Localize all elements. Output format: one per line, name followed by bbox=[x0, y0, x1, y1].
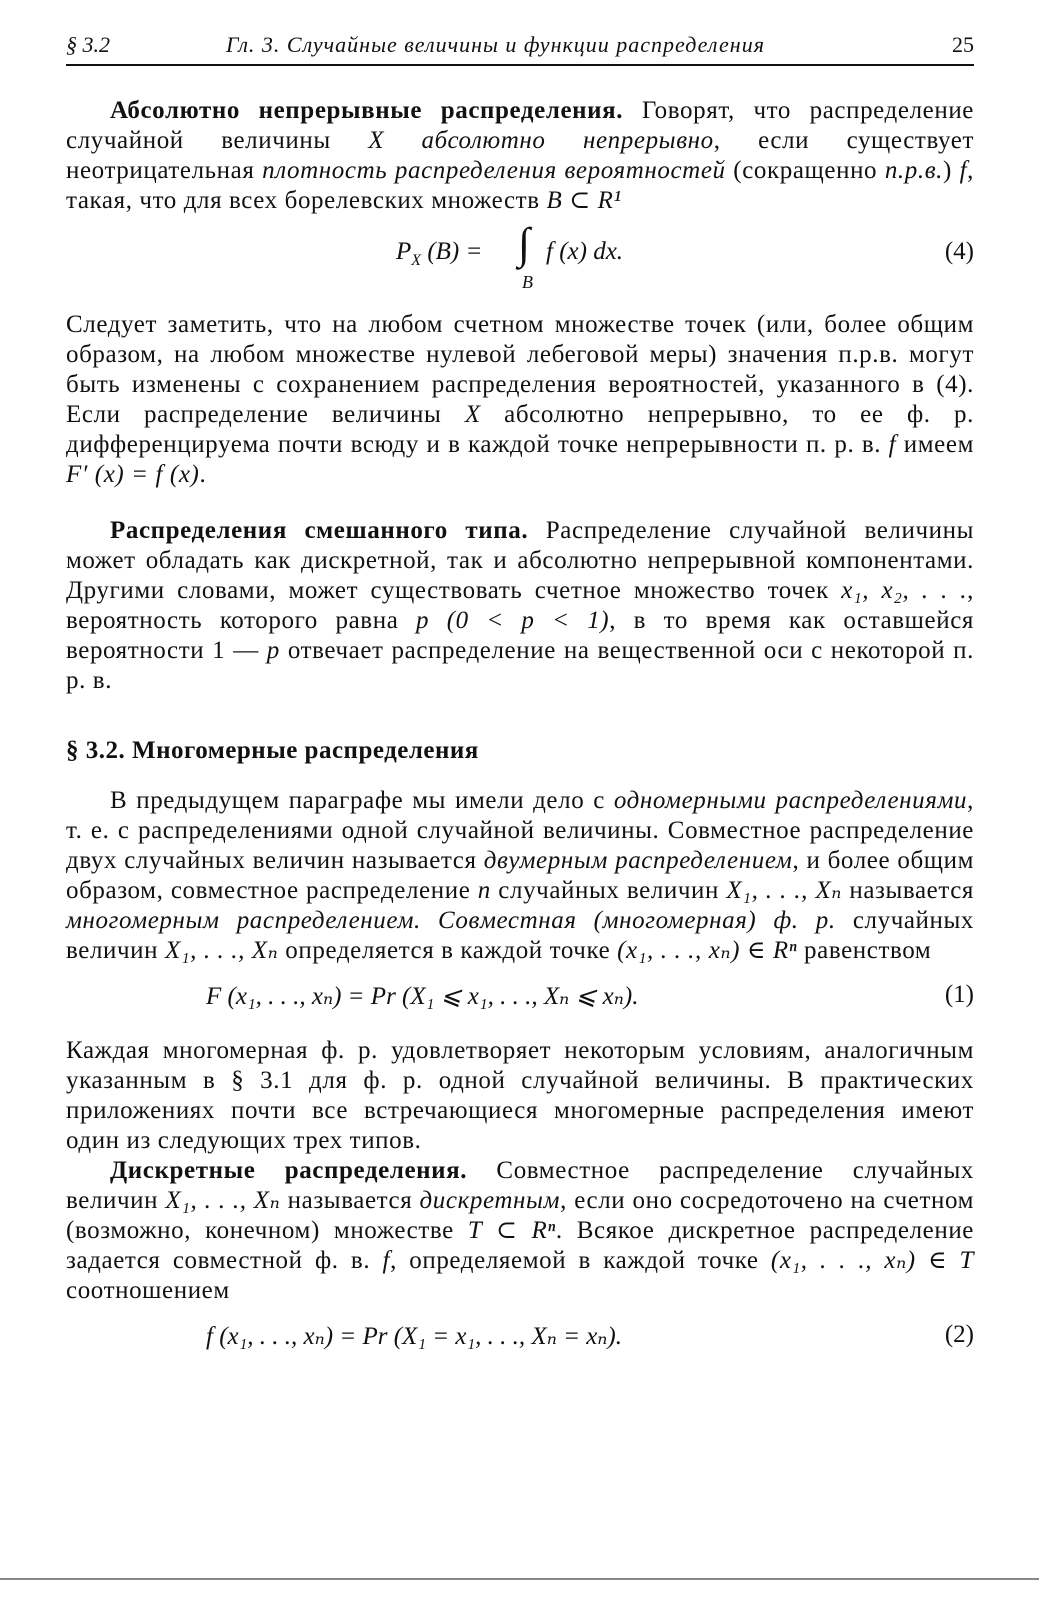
text: равенством bbox=[797, 937, 932, 964]
text: . Всякое дискретное распределение задается совместной ф. в. bbox=[66, 1217, 974, 1274]
formula-inline: X₁, . . ., Xₙ bbox=[165, 937, 279, 964]
formula-inline: T ⊂ Rⁿ bbox=[467, 1217, 556, 1244]
symbol: f bbox=[888, 431, 897, 458]
paragraph-absolutely-continuous bbox=[66, 96, 974, 216]
equation-label: (4) bbox=[944, 238, 974, 265]
equation-2 bbox=[66, 1306, 974, 1368]
text: . bbox=[199, 461, 207, 488]
text: В предыдущем параграфе мы имели дело с bbox=[110, 787, 614, 814]
text: , т. е. с распределениями одной случайной величины. Совместное распределение двух случайных величин называется bbox=[66, 787, 974, 874]
symbol: n bbox=[477, 877, 491, 904]
equation-4 bbox=[66, 216, 974, 302]
symbol: f bbox=[959, 157, 968, 184]
header-section: § 3.2 bbox=[66, 32, 110, 57]
run-in-heading: Распределения смешанного типа. bbox=[110, 517, 529, 544]
text: , в то время как оставшейся вероятности 1 — bbox=[66, 607, 974, 664]
paragraph-properties bbox=[66, 1036, 974, 1156]
term: двумерным распределением bbox=[483, 847, 793, 874]
eq-formula: f (x₁, . . ., xₙ) = Pr (X₁ = x₁, . . ., Xₙ = xₙ). bbox=[206, 1323, 623, 1350]
formula-inline: (x₁, . . ., xₙ) ∈ T bbox=[770, 1247, 974, 1274]
eq-lhs-sub: X bbox=[411, 252, 422, 269]
page-number: 25 bbox=[952, 32, 974, 57]
paragraph-density-remark bbox=[66, 310, 974, 490]
formula-inline: p (0 < p < 1) bbox=[416, 607, 610, 634]
text: соотношением bbox=[66, 1277, 230, 1304]
term: плотность распределения вероятностей bbox=[262, 157, 726, 184]
symbol: p bbox=[266, 637, 280, 664]
symbol: X bbox=[464, 401, 481, 428]
formula-inline: X₁, . . ., Xₙ bbox=[165, 1187, 281, 1214]
text: отвечает распределение на вещественной оси с некоторой п. р. в. bbox=[66, 637, 974, 694]
term: дискретным bbox=[419, 1187, 561, 1214]
integral-icon: ∫ bbox=[518, 219, 531, 268]
text: случайных величин bbox=[490, 877, 727, 904]
run-in-heading: Дискретные распределения. bbox=[110, 1157, 468, 1184]
text: ) bbox=[943, 157, 960, 184]
book-page bbox=[66, 28, 974, 1368]
paragraph-discrete bbox=[66, 1156, 974, 1306]
formula-inline: (x₁, . . ., xₙ) ∈ Rⁿ bbox=[617, 937, 798, 964]
term: одномерными распределениями bbox=[613, 787, 968, 814]
equation-label: (2) bbox=[944, 1321, 974, 1348]
equation-label: (1) bbox=[944, 981, 974, 1008]
scan-edge-line bbox=[0, 1578, 1039, 1580]
text: Говорят, что распределение случайной величины bbox=[66, 97, 974, 154]
header-chapter-title: Гл. 3. Случайные величины и функции распределения bbox=[226, 32, 765, 57]
paragraph-mixed-type bbox=[66, 516, 974, 696]
symbol: B ⊂ R¹ bbox=[546, 187, 622, 214]
formula-inline: x₁, x₂, . . . bbox=[841, 577, 968, 604]
run-in-heading: Абсолютно непрерывные распределения. bbox=[110, 97, 624, 124]
text: Следует заметить, что на любом счетном множестве точек (или, более общим образом, на любом множестве нулевой лебеговой меры) значения п.р.в. могут быть изменены с сохранением распределения вероятностей, указанного в (4). Если распределение величины bbox=[66, 311, 974, 428]
text: , определяемой в каждой точке bbox=[390, 1247, 771, 1274]
text: Распределение случайной величины может обладать как дискретной, так и абсолютно непрерывной компонентами. Другими словами, может существовать счетное множество точек bbox=[66, 517, 974, 604]
integral-domain: B bbox=[522, 272, 533, 292]
formula-inline: F′ (x) = f (x) bbox=[66, 461, 200, 488]
text: имеем bbox=[896, 431, 974, 458]
running-head bbox=[66, 28, 974, 66]
text: , если оно сосредоточено на счетном (возможно, конечном) множестве bbox=[66, 1187, 974, 1244]
text: абсолютно непрерывно, то ее ф. р. дифференцируема почти всюду и в каждой точке непрерывности п. р. в. bbox=[66, 401, 974, 458]
eq-lhs-rest: (B) = bbox=[421, 238, 483, 265]
term: многомерным распределением. Совместная (многомерная) ф. р. bbox=[66, 907, 836, 934]
formula-inline: X₁, . . ., Xₙ bbox=[726, 877, 842, 904]
abbreviation: п.р.в. bbox=[884, 157, 944, 184]
term: X абсолютно непрерывно bbox=[368, 127, 714, 154]
text: , если существует неотрицательная bbox=[66, 127, 974, 184]
text: (сокращенно bbox=[725, 157, 885, 184]
text: называется bbox=[280, 1187, 420, 1214]
text: называется bbox=[841, 877, 974, 904]
eq-integrand: f (x) dx. bbox=[546, 238, 624, 265]
eq-lhs: P bbox=[396, 238, 412, 265]
symbol: f bbox=[382, 1247, 391, 1274]
text: , и более общим образом, совместное распределение bbox=[66, 847, 975, 904]
text: Совместное распределение случайных величин bbox=[66, 1157, 974, 1214]
eq-formula: F (x₁, . . ., xₙ) = Pr (X₁ ⩽ x₁, . . ., Xₙ ⩽ xₙ). bbox=[206, 983, 639, 1010]
section-heading: § 3.2. Многомерные распределения bbox=[66, 737, 479, 764]
equation-1 bbox=[66, 966, 974, 1028]
text: , такая, что для всех борелевских множеств bbox=[66, 157, 975, 214]
text: определяется в каждой точке bbox=[278, 937, 618, 964]
paragraph-multivariate-intro bbox=[66, 786, 974, 966]
text: , вероятность которого равна bbox=[66, 577, 974, 634]
text: случайных величин bbox=[66, 907, 975, 964]
text: Каждая многомерная ф. р. удовлетворяет некоторым условиям, аналогичным указанным в § 3.1 для ф. р. одной случайной величины. В практических приложениях почти все встречающиеся многомерные распределения имеют один из следующих трех типов. bbox=[66, 1037, 974, 1154]
